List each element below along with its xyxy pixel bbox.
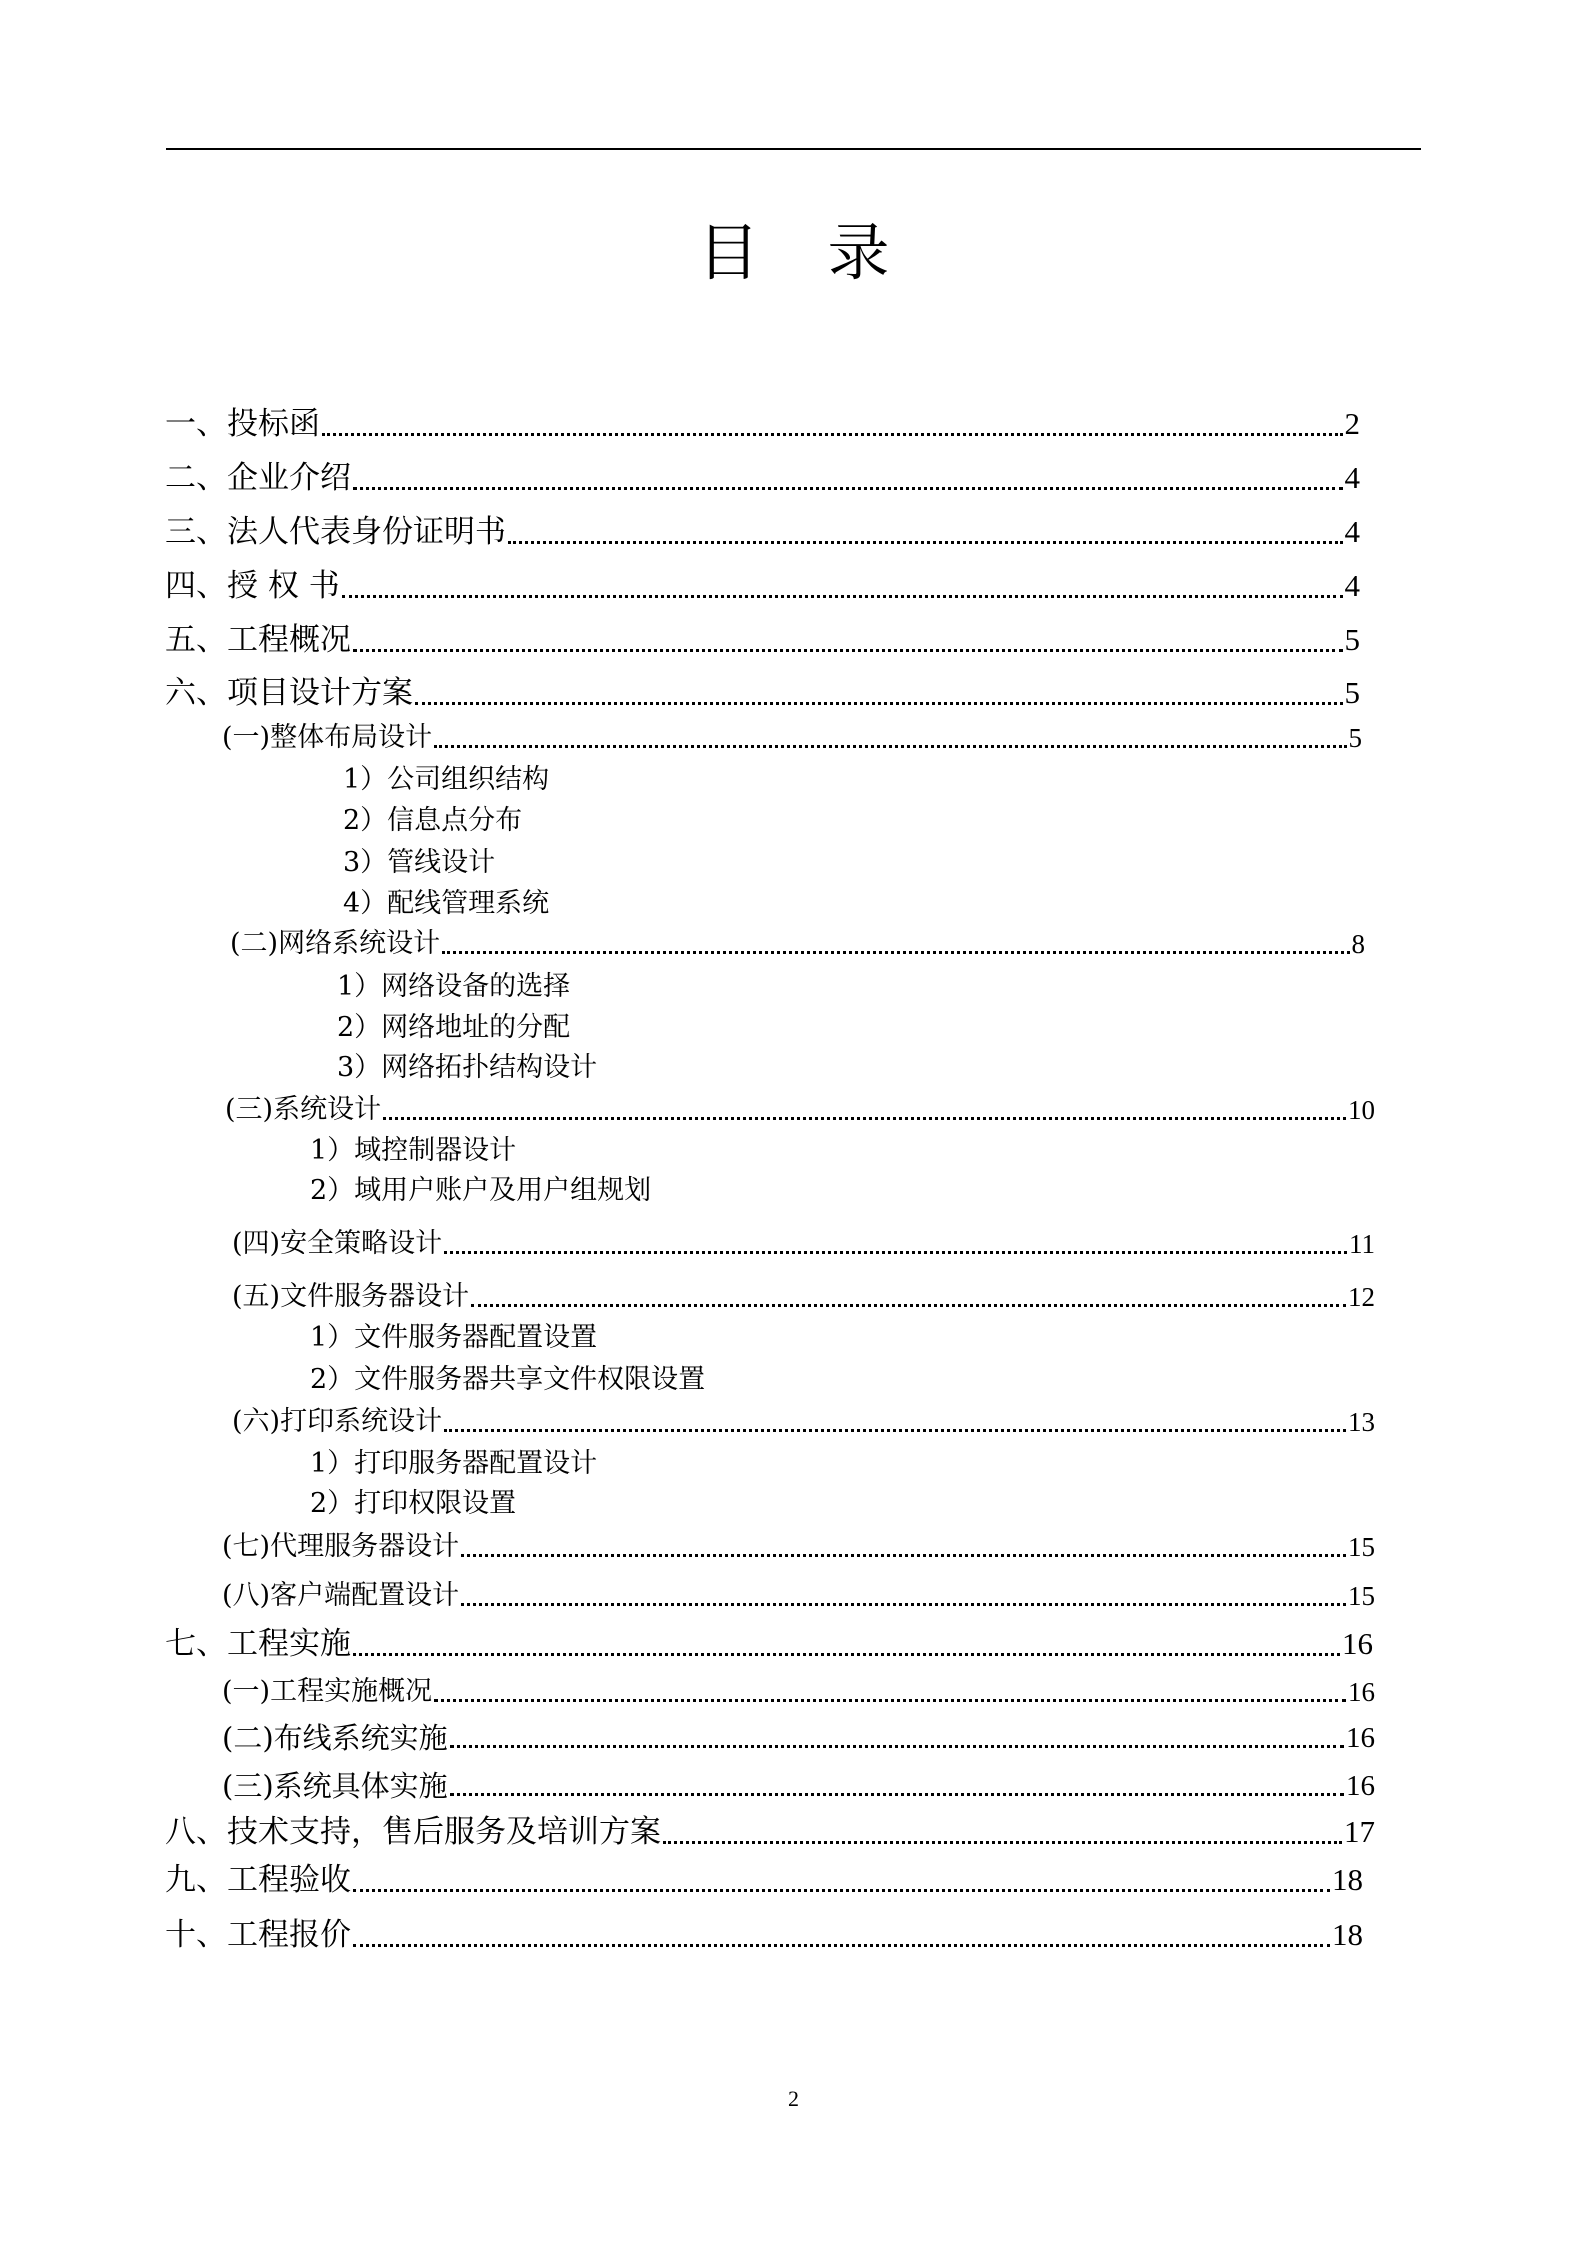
toc-entry-page: 15 [1348,1532,1375,1562]
dot-leader [353,487,1343,490]
dot-leader [342,595,1343,598]
dot-leader [383,1117,1346,1120]
toc-entry-page: 13 [1348,1407,1375,1437]
dot-leader [434,745,1346,748]
toc-subitem[interactable]: 2）打印权限设置 [310,1488,517,1519]
toc-subentry[interactable] [232,1226,1375,1262]
toc-entry[interactable] [165,1812,1375,1852]
toc-subentry[interactable] [222,1768,1375,1804]
page-number: 2 [788,2086,799,2111]
toc-entry-label: (八)客户端配置设计 [222,1580,460,1611]
toc-entry-label: 六、项目设计方案 [165,675,413,711]
toc-subentry[interactable] [222,1674,1375,1710]
toc-entry-label: 八、技术支持，售后服务及培训方案 [165,1814,661,1850]
toc-entry[interactable] [165,1915,1363,1955]
dot-leader [444,1251,1347,1254]
dot-leader [508,541,1343,544]
toc-entry-page: 2 [1344,406,1360,441]
toc-subentry[interactable] [222,1720,1375,1756]
toc-entry-page: 4 [1344,568,1360,603]
header-rule [166,148,1421,150]
toc-entry-page: 17 [1344,1814,1375,1849]
toc-subitem[interactable]: 1）文件服务器配置设置 [310,1322,598,1353]
toc-entry-label: (七)代理服务器设计 [222,1531,460,1562]
toc-entry[interactable] [165,566,1360,606]
toc-subitem[interactable]: 1）网络设备的选择 [337,971,571,1002]
toc-entry-page: 11 [1349,1229,1375,1259]
toc-entry-label: (四)安全策略设计 [232,1228,443,1259]
toc-subentry[interactable] [222,1578,1375,1614]
toc-subitem[interactable]: 2）域用户账户及用户组规划 [310,1175,652,1206]
toc-entry[interactable] [165,1624,1373,1664]
dot-leader [471,1304,1346,1307]
toc-subitem[interactable]: 2）文件服务器共享文件权限设置 [310,1364,706,1395]
toc-entry[interactable] [165,1860,1363,1900]
toc-entry-label: 九、工程验收 [165,1862,351,1898]
toc-entry-page: 8 [1351,929,1365,959]
toc-entry-page: 4 [1344,514,1360,549]
dot-leader [415,702,1343,705]
dot-leader [353,1944,1330,1947]
toc-entry-label: 十、工程报价 [165,1917,351,1953]
dot-leader [434,1699,1346,1702]
dot-leader [353,1889,1330,1892]
dot-leader [461,1554,1346,1557]
toc-entry[interactable] [165,512,1360,552]
dot-leader [353,649,1343,652]
toc-entry-page: 16 [1342,1626,1373,1661]
toc-entry-label: (一)工程实施概况 [222,1676,433,1707]
toc-entry-label: (一)整体布局设计 [222,722,433,753]
toc-entry-label: (六)打印系统设计 [232,1406,443,1437]
toc-entry-page: 18 [1332,1917,1363,1952]
toc-entry-label: (三)系统设计 [225,1094,382,1125]
dot-leader [322,433,1343,436]
toc-entry-page: 18 [1332,1862,1363,1897]
toc-subitem[interactable]: 3）管线设计 [343,847,496,878]
dot-leader [461,1603,1346,1606]
toc-subitem[interactable]: 1）公司组织结构 [343,764,550,795]
toc-entry-page: 16 [1346,1722,1375,1754]
toc-entry[interactable] [165,458,1360,498]
toc-entry-label: 五、工程概况 [165,622,351,658]
toc-entry-page: 5 [1348,723,1362,753]
toc-subitem[interactable]: 2）网络地址的分配 [337,1012,571,1043]
toc-subentry[interactable] [222,720,1362,756]
toc-subitem[interactable]: 3）网络拓扑结构设计 [337,1052,598,1083]
dot-leader [450,1745,1344,1748]
toc-entry-page: 4 [1344,460,1360,495]
toc-entry-page: 15 [1348,1581,1375,1611]
toc-subitem[interactable]: 1）打印服务器配置设计 [310,1448,598,1479]
dot-leader [663,1841,1342,1844]
toc-entry-label: 一、投标函 [165,406,320,442]
dot-leader [450,1793,1344,1796]
toc-entry-page: 5 [1344,622,1360,657]
toc-entry[interactable] [165,673,1360,713]
toc-entry-page: 12 [1348,1282,1375,1312]
dot-leader [442,951,1349,954]
toc-entry[interactable] [165,404,1360,444]
toc-entry-label: 三、法人代表身份证明书 [165,514,506,550]
toc-subentry[interactable] [232,1279,1375,1315]
page-title: 目录 [697,216,958,289]
toc-subitem[interactable]: 2）信息点分布 [343,805,523,836]
toc-entry-page: 16 [1346,1770,1375,1802]
toc-subentry[interactable] [222,1529,1375,1565]
toc-entry-page: 16 [1348,1677,1375,1707]
toc-subitem[interactable]: 4）配线管理系统 [343,888,550,919]
dot-leader [353,1653,1340,1656]
toc-entry-label: 四、授 权 书 [165,568,340,604]
toc-subentry[interactable] [232,1404,1375,1440]
dot-leader [444,1429,1346,1432]
toc-subitem[interactable]: 1）域控制器设计 [310,1135,517,1166]
toc-entry-page: 5 [1344,675,1360,710]
toc-subentry[interactable] [230,926,1365,962]
toc-entry-label: 二、企业介绍 [165,460,351,496]
toc-entry-label: 七、工程实施 [165,1626,351,1662]
toc-entry-label: (二)网络系统设计 [230,928,441,959]
toc-subentry[interactable] [225,1092,1375,1128]
toc-entry-label: (五)文件服务器设计 [232,1281,470,1312]
toc-entry[interactable] [165,620,1360,660]
toc-entry-label: (二)布线系统实施 [222,1721,448,1755]
toc-entry-label: (三)系统具体实施 [222,1769,448,1803]
toc-entry-page: 10 [1348,1095,1375,1125]
